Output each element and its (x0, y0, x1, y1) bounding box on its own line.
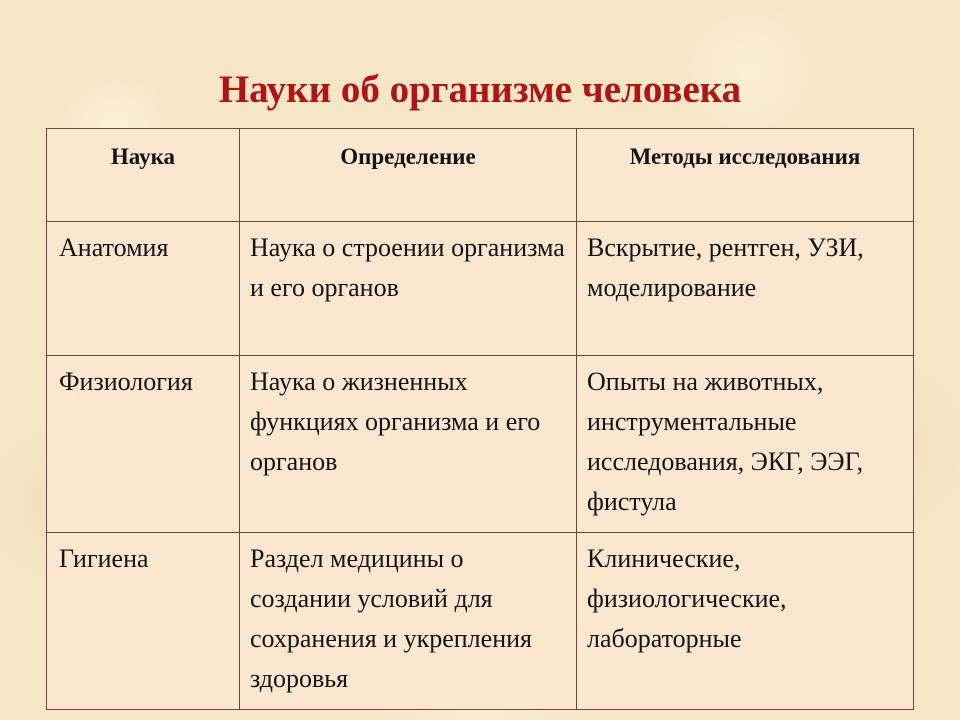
cell-methods: Вскрытие, рентген, УЗИ, моделирование (577, 222, 914, 356)
cell-definition: Раздел медицины о создании условий для сохранения и укрепления здоровья (240, 533, 577, 710)
sciences-table (46, 128, 914, 710)
cell-science: Гигиена (47, 533, 240, 710)
sciences-table-frame (46, 128, 913, 710)
header-science: Наука (47, 129, 240, 222)
cell-definition: Наука о строении организма и его органов (240, 222, 577, 356)
table-header (47, 129, 914, 222)
cell-methods: Опыты на животных, инструментальные исследования, ЭКГ, ЭЭГ, фистула (577, 356, 914, 533)
cell-science: Физиология (47, 356, 240, 533)
cell-definition: Наука о жизненных функциях организма и его органов (240, 356, 577, 533)
cell-methods: Клинические, физиологические, лабораторные (577, 533, 914, 710)
table-row (47, 356, 914, 533)
slide-title: Науки об организме человека (218, 68, 742, 111)
table-row (47, 222, 914, 356)
header-definition: Определение (240, 129, 577, 222)
cell-science: Анатомия (47, 222, 240, 356)
table-row (47, 533, 914, 710)
header-row (47, 129, 914, 222)
header-methods: Методы исследования (577, 129, 914, 222)
table-body (47, 222, 914, 710)
